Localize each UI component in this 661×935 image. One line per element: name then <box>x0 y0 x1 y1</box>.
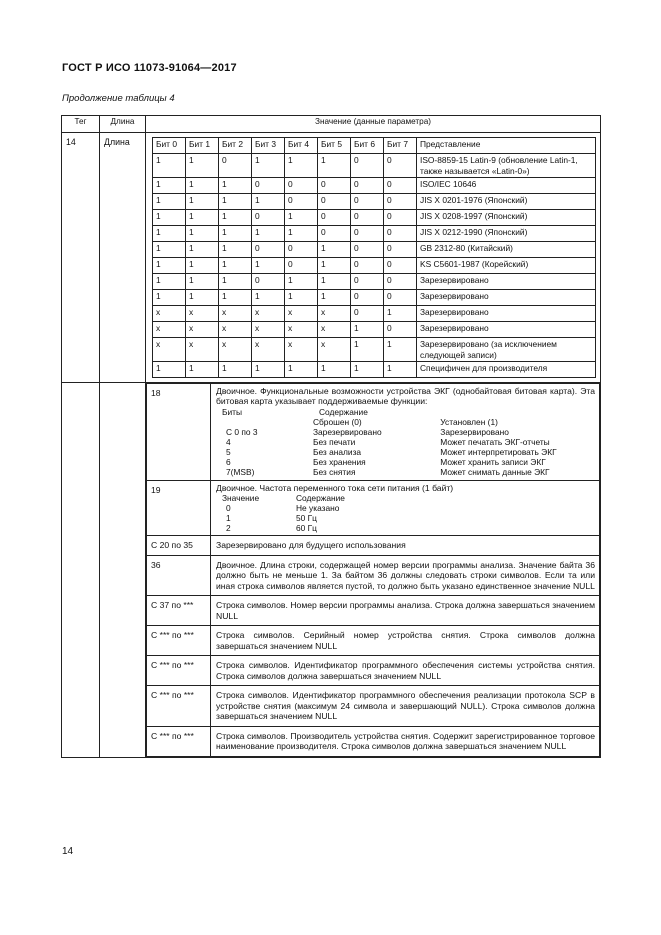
bit-value: 1 <box>219 242 252 258</box>
capability-set: Может печатать ЭКГ-отчеты <box>440 437 550 448</box>
bit-value: 1 <box>153 242 186 258</box>
bit-value: 1 <box>285 290 318 306</box>
bit-value: 0 <box>384 290 417 306</box>
capability-set: Может интерпретировать ЭКГ <box>440 447 557 458</box>
representation-value: Зарезервировано <box>417 274 596 290</box>
bit-value: 1 <box>186 290 219 306</box>
representation-value: JIS X 0212-1990 (Японский) <box>417 226 596 242</box>
bitmap-row <box>153 258 596 274</box>
bit-value: x <box>285 322 318 338</box>
bit-value: 0 <box>351 154 384 178</box>
bit-value: 0 <box>252 242 285 258</box>
page-number: 14 <box>62 846 74 857</box>
bit-value: 0 <box>384 322 417 338</box>
capability-bits: 4 <box>226 437 231 448</box>
byte-number: 18 <box>147 384 211 481</box>
table-row <box>62 133 601 383</box>
bit-header: Бит 0 <box>153 138 186 154</box>
bit-value: x <box>252 306 285 322</box>
bit-value: 0 <box>351 306 384 322</box>
document-header: ГОСТ Р ИСО 11073-91064—2017 <box>62 62 237 74</box>
table-row <box>62 383 601 758</box>
representation-value: JIS X 0208-1997 (Японский) <box>417 210 596 226</box>
bit-value: 1 <box>285 210 318 226</box>
bit-header: Бит 3 <box>252 138 285 154</box>
bit-value: 0 <box>384 178 417 194</box>
column-header-value: Значение (данные параметра) <box>146 116 601 133</box>
frequency-row <box>222 523 416 533</box>
bit-value: x <box>252 338 285 362</box>
bit-header: Бит 2 <box>219 138 252 154</box>
bit-value: 1 <box>153 226 186 242</box>
bit-value: 1 <box>252 226 285 242</box>
content-label: Содержание <box>318 406 368 417</box>
table-continuation-caption: Продолжение таблицы 4 <box>62 93 175 104</box>
byte-number: 19 <box>147 480 211 536</box>
bitmap-table <box>152 137 596 378</box>
bit-value: x <box>186 338 219 362</box>
column-header-tag: Тег <box>62 116 100 133</box>
representation-value: Зарезервировано <box>417 290 596 306</box>
byte-row-18 <box>147 384 600 481</box>
bit-value: 1 <box>318 290 351 306</box>
bit-value: 0 <box>351 226 384 242</box>
bit-value: 1 <box>219 226 252 242</box>
bit-value: 1 <box>252 362 285 378</box>
bit-value: 1 <box>219 290 252 306</box>
bit-value: x <box>186 306 219 322</box>
bitmap-row <box>153 362 596 378</box>
bit-value: 1 <box>384 362 417 378</box>
bit-value: 1 <box>318 362 351 378</box>
capability-row <box>222 427 586 437</box>
bit-value: 0 <box>351 210 384 226</box>
bit-value: 1 <box>153 210 186 226</box>
table-header-row <box>62 116 601 133</box>
bit-value: x <box>252 322 285 338</box>
length-cell: Длина <box>100 133 146 383</box>
bit-value: 0 <box>351 290 384 306</box>
representation-value: KS C5601-1987 (Корейский) <box>417 258 596 274</box>
byte-row <box>147 726 600 756</box>
bitmap-row <box>153 338 596 362</box>
capability-set: Зарезервировано <box>440 427 509 438</box>
reset-label: Сброшен (0) <box>312 417 362 428</box>
bit-value: 1 <box>252 154 285 178</box>
bit-value: 0 <box>285 258 318 274</box>
byte-number: С *** по *** <box>147 686 211 726</box>
bit-header: Бит 6 <box>351 138 384 154</box>
bit-value: 1 <box>318 274 351 290</box>
bit-value: 1 <box>219 274 252 290</box>
frequency-value: 2 <box>226 523 231 534</box>
capability-row <box>222 447 586 457</box>
byte-row <box>147 686 600 726</box>
bit-value: 1 <box>285 274 318 290</box>
bit-value: x <box>318 306 351 322</box>
byte-intro: Двоичное. Частота переменного тока сети питания (1 байт) <box>216 482 454 493</box>
representation-value: ISO/IEC 10646 <box>417 178 596 194</box>
frequency-value: 0 <box>226 503 231 514</box>
bit-value: 1 <box>318 154 351 178</box>
bit-value: 1 <box>153 258 186 274</box>
byte-description: Строка символов. Номер версии программы анализа. Строка должна завершаться значением NULL <box>211 596 600 626</box>
representation-value: ISO-8859-15 Latin-9 (обновление Latin-1, также называется «Latin-0») <box>417 154 596 178</box>
value-label: Значение <box>222 493 260 503</box>
bit-value: 1 <box>384 306 417 322</box>
bytes-cell <box>146 383 601 758</box>
capability-reset: Без снятия <box>312 467 356 478</box>
capability-set: Может снимать данные ЭКГ <box>440 467 550 478</box>
representation-value: Специфичен для производителя <box>417 362 596 378</box>
representation-value: GB 2312-80 (Китайский) <box>417 242 596 258</box>
bit-value: 0 <box>285 242 318 258</box>
bit-value: 1 <box>318 242 351 258</box>
bit-value: x <box>153 322 186 338</box>
column-header-length: Длина <box>100 116 146 133</box>
bit-value: 1 <box>252 194 285 210</box>
capability-reset: Без хранения <box>312 457 366 468</box>
bit-header: Бит 1 <box>186 138 219 154</box>
bit-value: 0 <box>351 178 384 194</box>
bit-value: 1 <box>351 338 384 362</box>
bit-header: Бит 5 <box>318 138 351 154</box>
bit-value: 1 <box>186 274 219 290</box>
capability-bits: 6 <box>226 457 231 468</box>
bit-value: 0 <box>351 258 384 274</box>
bit-value: 1 <box>186 226 219 242</box>
byte-row <box>147 626 600 656</box>
byte-description: Строка символов. Серийный номер устройства снятия. Строка символов должна завершаться значением NULL <box>211 626 600 656</box>
bitmap-row <box>153 274 596 290</box>
bit-value: 1 <box>186 210 219 226</box>
bit-value: 1 <box>153 274 186 290</box>
byte-description <box>211 480 600 536</box>
bit-value: 1 <box>153 362 186 378</box>
bit-value: 0 <box>318 194 351 210</box>
representation-header: Представление <box>417 138 596 154</box>
bit-value: 0 <box>252 210 285 226</box>
bit-value: 1 <box>252 258 285 274</box>
byte-row <box>147 596 600 626</box>
bit-value: x <box>186 322 219 338</box>
tag-cell: 14 <box>62 133 100 383</box>
bit-value: 1 <box>186 362 219 378</box>
bit-value: x <box>285 306 318 322</box>
byte-description: Строка символов. Идентификатор программного обеспечения реализации протокола SCP в устройстве снятия (максимум 24 символа и завершающий NULL). Строка символов должна завершаться значением NULL <box>211 686 600 726</box>
byte-row <box>147 656 600 686</box>
byte-intro: Двоичное. Функциональные возможности устройства ЭКГ (однобайтовая битовая карта). Эта битовая карта указывает поддерживаемые функции: <box>216 386 595 407</box>
capability-row <box>222 457 586 467</box>
bitmap-row <box>153 242 596 258</box>
parameter-table <box>61 115 601 758</box>
byte-row-19 <box>147 480 600 536</box>
bit-value: x <box>318 338 351 362</box>
capability-reset: Без печати <box>312 437 356 448</box>
capability-table <box>222 407 586 478</box>
representation-value: Зарезервировано (за исключением следующей записи) <box>417 338 596 362</box>
byte-description: Зарезервировано для будущего использования <box>211 536 600 555</box>
byte-number: С *** по *** <box>147 626 211 656</box>
byte-description-table <box>146 383 600 757</box>
byte-number: С *** по *** <box>147 726 211 756</box>
byte-number: 36 <box>147 555 211 595</box>
byte-description <box>211 384 600 481</box>
frequency-content: Не указано <box>296 503 340 514</box>
byte-description: Строка символов. Производитель устройства снятия. Содержит зарегистрированное торговое наименование производителя. Строка символов должна завершаться значением NULL <box>211 726 600 756</box>
representation-value: Зарезервировано <box>417 322 596 338</box>
bit-value: x <box>153 306 186 322</box>
bitmap-row <box>153 226 596 242</box>
bitmap-row <box>153 178 596 194</box>
bit-value: 0 <box>351 242 384 258</box>
representation-value: JIS X 0201-1976 (Японский) <box>417 194 596 210</box>
bit-value: x <box>153 338 186 362</box>
bit-value: 0 <box>318 210 351 226</box>
bit-value: 0 <box>384 274 417 290</box>
bit-value: x <box>285 338 318 362</box>
bitmap-row <box>153 322 596 338</box>
bit-value: 0 <box>318 226 351 242</box>
capability-reset: Без анализа <box>312 447 362 458</box>
bit-value: 1 <box>285 226 318 242</box>
capability-bits: 7(MSB) <box>226 467 255 478</box>
capability-row <box>222 467 586 477</box>
frequency-row <box>222 503 416 513</box>
frequency-table <box>222 493 416 533</box>
bit-value: x <box>318 322 351 338</box>
byte-row <box>147 536 600 555</box>
bit-value: 1 <box>153 178 186 194</box>
bit-value: 1 <box>384 338 417 362</box>
bit-value: 0 <box>384 258 417 274</box>
bit-value: 0 <box>351 194 384 210</box>
bit-value: x <box>219 322 252 338</box>
bit-value: 1 <box>351 322 384 338</box>
bit-value: 1 <box>219 362 252 378</box>
bit-value: 1 <box>219 178 252 194</box>
byte-row <box>147 555 600 595</box>
frequency-value: 1 <box>226 513 231 524</box>
bit-value: 1 <box>219 210 252 226</box>
bit-value: 0 <box>219 154 252 178</box>
capability-bits: 5 <box>226 447 231 458</box>
bit-value: x <box>219 306 252 322</box>
bit-value: 1 <box>186 194 219 210</box>
bit-value: 1 <box>219 258 252 274</box>
bitmap-row <box>153 154 596 178</box>
frequency-content: 50 Гц <box>296 513 317 524</box>
bitmap-row <box>153 306 596 322</box>
bit-value: 0 <box>384 210 417 226</box>
bit-value: 1 <box>186 242 219 258</box>
bit-value: 0 <box>252 274 285 290</box>
bit-value: 0 <box>384 226 417 242</box>
bit-value: 0 <box>285 194 318 210</box>
bit-value: 1 <box>186 178 219 194</box>
bit-value: 0 <box>384 154 417 178</box>
representation-value: Зарезервировано <box>417 306 596 322</box>
bit-value: 0 <box>252 178 285 194</box>
bit-value: 1 <box>351 362 384 378</box>
bit-value: 0 <box>351 274 384 290</box>
frequency-row <box>222 513 416 523</box>
bit-value: 0 <box>318 178 351 194</box>
byte-number: С 37 по *** <box>147 596 211 626</box>
bitmap-row <box>153 194 596 210</box>
bit-value: 1 <box>186 154 219 178</box>
bit-value: 1 <box>252 290 285 306</box>
bitmap-header-row <box>153 138 596 154</box>
bit-value: 0 <box>384 194 417 210</box>
value-cell <box>146 133 601 383</box>
set-label: Установлен (1) <box>440 417 498 428</box>
bit-header: Бит 4 <box>285 138 318 154</box>
bit-value: 1 <box>153 290 186 306</box>
byte-number: С 20 по 35 <box>147 536 211 555</box>
capability-set: Может хранить записи ЭКГ <box>440 457 546 468</box>
content-label: Содержание <box>296 493 345 503</box>
byte-description: Двоичное. Длина строки, содержащей номер версии программы анализа. Значение байта 36 должно быть не меньше 1. За байтом 36 должны следовать строки символов. Если та или иная строка символов является пустой, то должно быть указано единственное значение NULL <box>211 555 600 595</box>
bit-value: 1 <box>153 154 186 178</box>
capability-row <box>222 437 586 447</box>
capability-reset: Зарезервировано <box>312 427 382 438</box>
bit-value: x <box>219 338 252 362</box>
bit-value: 0 <box>384 242 417 258</box>
frequency-content: 60 Гц <box>296 523 317 534</box>
bit-value: 1 <box>285 362 318 378</box>
bit-value: 1 <box>318 258 351 274</box>
bitmap-row <box>153 210 596 226</box>
bit-value: 1 <box>219 194 252 210</box>
byte-number: С *** по *** <box>147 656 211 686</box>
bit-value: 1 <box>285 154 318 178</box>
capability-bits: С 0 по 3 <box>226 427 258 438</box>
bits-label: Биты <box>222 406 243 417</box>
bit-value: 1 <box>186 258 219 274</box>
bitmap-row <box>153 290 596 306</box>
byte-description: Строка символов. Идентификатор программного обеспечения системы устройства снятия. Строка символов должна завершаться значением NULL <box>211 656 600 686</box>
bit-value: 1 <box>153 194 186 210</box>
bit-header: Бит 7 <box>384 138 417 154</box>
bit-value: 0 <box>285 178 318 194</box>
